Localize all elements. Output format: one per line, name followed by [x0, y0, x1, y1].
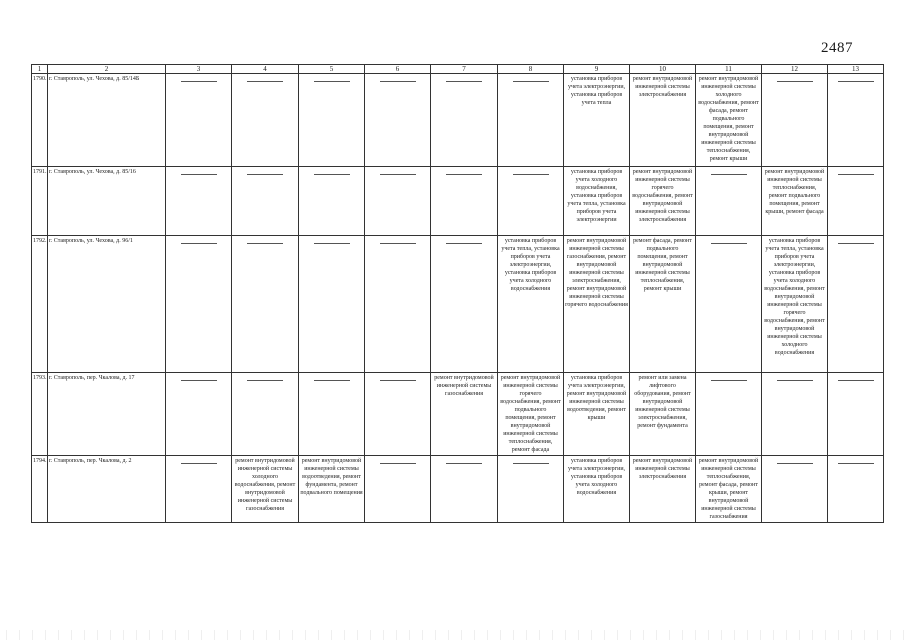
dash-mark — [838, 243, 874, 244]
empty-cell — [365, 373, 431, 456]
empty-cell — [166, 456, 232, 523]
dash-mark — [777, 380, 813, 381]
empty-cell — [299, 236, 365, 373]
dash-mark — [711, 380, 747, 381]
page-number: 2487 — [821, 40, 853, 56]
empty-cell — [431, 74, 498, 167]
address-cell: г. Ставрополь, пер. Чкалова, д. 17 — [48, 373, 166, 456]
dash-mark — [314, 380, 350, 381]
empty-cell — [365, 236, 431, 373]
empty-cell — [365, 456, 431, 523]
empty-cell — [828, 373, 884, 456]
work-type-cell: установка приборов учета тепла, установка приборов учета электроэнергии, установка приборов учета холодного водоснабжения — [498, 236, 564, 373]
empty-cell — [828, 236, 884, 373]
empty-cell — [166, 167, 232, 236]
scan-edge-artifact — [0, 630, 905, 640]
col-header: 9 — [564, 65, 630, 74]
empty-cell — [365, 74, 431, 167]
empty-cell — [828, 74, 884, 167]
work-type-cell: ремонт внутридомовой инженерной системы теплоснабжения, ремонт фасада, ремонт крыши, ремонт внутридомовой инженерной системы газоснабжения — [696, 456, 762, 523]
dash-mark — [314, 243, 350, 244]
col-header: 5 — [299, 65, 365, 74]
dash-mark — [446, 463, 482, 464]
empty-cell — [166, 74, 232, 167]
dash-mark — [247, 81, 283, 82]
dash-mark — [711, 243, 747, 244]
work-type-cell: ремонт внутридомовой инженерной системы горячего водоснабжения, ремонт внутридомовой инженерной системы электроснабжения — [630, 167, 696, 236]
dash-mark — [513, 463, 549, 464]
dash-mark — [838, 81, 874, 82]
table-row — [32, 456, 884, 523]
table-row — [32, 373, 884, 456]
col-header: 10 — [630, 65, 696, 74]
dash-mark — [247, 174, 283, 175]
empty-cell — [762, 373, 828, 456]
col-header: 4 — [232, 65, 299, 74]
empty-cell — [498, 74, 564, 167]
table-row — [32, 236, 884, 373]
col-header: 12 — [762, 65, 828, 74]
empty-cell — [431, 236, 498, 373]
col-header: 13 — [828, 65, 884, 74]
dash-mark — [777, 463, 813, 464]
repair-schedule-table — [31, 64, 884, 523]
row-number: 1792. — [32, 236, 48, 373]
col-header: 1 — [32, 65, 48, 74]
empty-cell — [828, 456, 884, 523]
table-row — [32, 74, 884, 167]
work-type-cell: установка приборов учета электроэнергии, установка приборов учета тепла — [564, 74, 630, 167]
empty-cell — [365, 167, 431, 236]
empty-cell — [299, 373, 365, 456]
address-cell: г. Ставрополь, ул. Чехова, д. 85/14Б — [48, 74, 166, 167]
empty-cell — [299, 167, 365, 236]
row-number: 1791. — [32, 167, 48, 236]
empty-cell — [498, 456, 564, 523]
work-type-cell: ремонт внутридомовой инженерной системы газоснабжения, ремонт внутридомовой инженерной системы электроснабжения, ремонт внутридомовой инженерной системы горячего водоснабжения — [564, 236, 630, 373]
dash-mark — [181, 463, 217, 464]
dash-mark — [380, 174, 416, 175]
dash-mark — [181, 81, 217, 82]
col-header: 7 — [431, 65, 498, 74]
empty-cell — [431, 167, 498, 236]
work-type-cell: ремонт или замена лифтового оборудования, ремонт внутридомовой инженерной системы электроснабжения, ремонт фундамента — [630, 373, 696, 456]
address-cell: г. Ставрополь, пер. Чкалова, д. 2 — [48, 456, 166, 523]
dash-mark — [314, 174, 350, 175]
empty-cell — [696, 373, 762, 456]
dash-mark — [181, 380, 217, 381]
col-header: 11 — [696, 65, 762, 74]
empty-cell — [166, 236, 232, 373]
work-type-cell: установка приборов учета холодного водоснабжения, установка приборов учета тепла, установка приборов учета электроэнергии — [564, 167, 630, 236]
empty-cell — [232, 74, 299, 167]
dash-mark — [838, 463, 874, 464]
empty-cell — [696, 236, 762, 373]
dash-mark — [380, 463, 416, 464]
work-type-cell: установка приборов учета электроэнергии, установка приборов учета холодного водоснабжения — [564, 456, 630, 523]
dash-mark — [838, 380, 874, 381]
dash-mark — [380, 243, 416, 244]
work-type-cell: ремонт внутридомовой инженерной системы холодного водоснабжения, ремонт фасада, ремонт подвального помещения, ремонт внутридомовой инженерной системы теплоснабжения, ремонт крыши — [696, 74, 762, 167]
dash-mark — [446, 243, 482, 244]
dash-mark — [446, 81, 482, 82]
dash-mark — [838, 174, 874, 175]
dash-mark — [181, 174, 217, 175]
empty-cell — [696, 167, 762, 236]
col-header: 8 — [498, 65, 564, 74]
empty-cell — [299, 74, 365, 167]
work-type-cell: установка приборов учета тепла, установка приборов учета электроэнергии, установка приборов учета холодного водоснабжения, ремонт внутридомовой инженерной системы горячего водоснабжения, ремонт внутридомовой инженерной системы холодного водоснабжения — [762, 236, 828, 373]
row-number: 1794. — [32, 456, 48, 523]
row-number: 1790. — [32, 74, 48, 167]
dash-mark — [446, 174, 482, 175]
work-type-cell: установка приборов учета электроэнергии, ремонт внутридомовой инженерной системы водоотведения, ремонт крыши — [564, 373, 630, 456]
col-header: 6 — [365, 65, 431, 74]
work-type-cell: ремонт внутридомовой инженерной системы теплоснабжения, ремонт подвального помещения, ремонт крыши, ремонт фасада — [762, 167, 828, 236]
dash-mark — [513, 174, 549, 175]
empty-cell — [166, 373, 232, 456]
work-type-cell: ремонт внутридомовой инженерной системы электроснабжения — [630, 456, 696, 523]
empty-cell — [232, 373, 299, 456]
dash-mark — [247, 243, 283, 244]
work-type-cell: ремонт внутридомовой инженерной системы холодного водоснабжения, ремонт внутридомовой инженерной системы газоснабжения — [232, 456, 299, 523]
address-cell: г. Ставрополь, ул. Чехова, д. 85/16 — [48, 167, 166, 236]
dash-mark — [513, 81, 549, 82]
empty-cell — [828, 167, 884, 236]
work-type-cell: ремонт внутридомовой инженерной системы газоснабжения — [431, 373, 498, 456]
dash-mark — [380, 81, 416, 82]
col-header: 3 — [166, 65, 232, 74]
dash-mark — [777, 81, 813, 82]
empty-cell — [232, 236, 299, 373]
empty-cell — [762, 74, 828, 167]
empty-cell — [431, 456, 498, 523]
work-type-cell: ремонт фасада, ремонт подвального помещения, ремонт внутридомовой инженерной системы теплоснабжения, ремонт крыши — [630, 236, 696, 373]
table-row — [32, 167, 884, 236]
empty-cell — [498, 167, 564, 236]
dash-mark — [247, 380, 283, 381]
address-cell: г. Ставрополь, ул. Чехова, д. 96/1 — [48, 236, 166, 373]
dash-mark — [181, 243, 217, 244]
column-number-row — [32, 65, 884, 74]
dash-mark — [314, 81, 350, 82]
empty-cell — [762, 456, 828, 523]
empty-cell — [232, 167, 299, 236]
col-header: 2 — [48, 65, 166, 74]
dash-mark — [380, 380, 416, 381]
row-number: 1793. — [32, 373, 48, 456]
work-type-cell: ремонт внутридомовой инженерной системы водоотведения, ремонт фундамента, ремонт подвального помещения — [299, 456, 365, 523]
work-type-cell: ремонт внутридомовой инженерной системы электроснабжения — [630, 74, 696, 167]
dash-mark — [711, 174, 747, 175]
work-type-cell: ремонт внутридомовой инженерной системы горячего водоснабжения, ремонт подвального помещения, ремонт внутридомовой инженерной системы теплоснабжения, ремонт фасада — [498, 373, 564, 456]
